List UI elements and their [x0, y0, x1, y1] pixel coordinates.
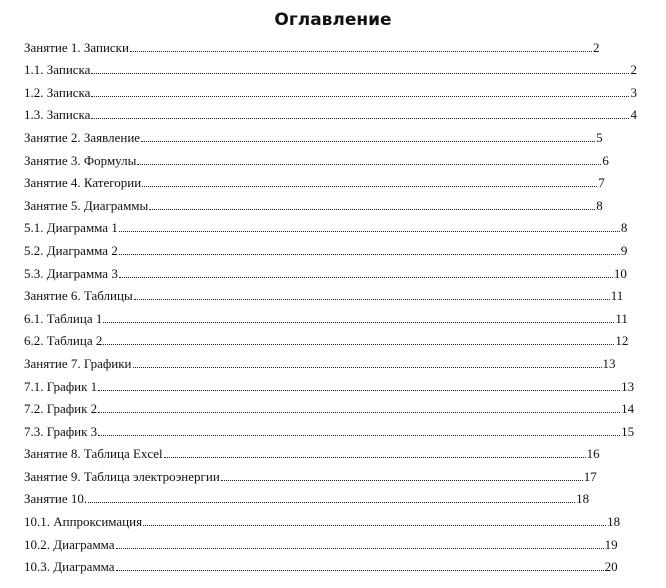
toc-entry-page: 18 [576, 491, 590, 507]
dot-leader [164, 457, 586, 458]
dot-leader [119, 231, 620, 232]
dot-leader [116, 570, 604, 571]
toc-entry-label: 6.2. Таблица 2 [24, 333, 103, 349]
toc-entry[interactable] [24, 214, 654, 237]
toc-entry-label: 1.2. Записка [24, 84, 91, 100]
toc-entry-page: 2 [592, 39, 600, 55]
dot-leader [103, 322, 614, 323]
dot-leader [134, 299, 610, 300]
toc-entry[interactable] [24, 146, 654, 169]
toc-entry-label: Занятие 10. [24, 491, 88, 507]
toc-entry-page: 10 [613, 265, 627, 281]
toc-entry-page: 17 [583, 468, 597, 484]
toc-entry[interactable] [24, 236, 654, 259]
toc-entry[interactable] [24, 395, 654, 418]
toc-entry-label: Занятие 1. Записки [24, 39, 129, 55]
toc-entry-page: 5 [596, 129, 603, 145]
toc-list [24, 33, 654, 575]
toc-entry-label: Занятие 6. Таблицы [24, 288, 133, 304]
toc-entry[interactable] [24, 56, 654, 79]
toc-entry-page: 18 [607, 514, 621, 530]
toc-entry-label: Занятие 2. Заявление [24, 129, 141, 145]
toc-entry[interactable] [24, 282, 654, 305]
toc-entry-label: 10.1. Аппроксимация [24, 514, 143, 530]
toc-entry-page: 12 [615, 333, 629, 349]
dot-leader [116, 548, 604, 549]
dot-leader [141, 141, 595, 142]
toc-entry[interactable] [24, 33, 654, 56]
toc-entry-page: 3 [630, 84, 637, 100]
dot-leader [98, 412, 620, 413]
toc-entry-page: 15 [621, 423, 635, 439]
toc-entry-page: 7 [598, 175, 605, 191]
dot-leader [88, 502, 575, 503]
toc-entry-page: 8 [596, 197, 603, 213]
dot-leader [119, 277, 613, 278]
toc-entry[interactable] [24, 259, 654, 282]
dot-leader [149, 209, 595, 210]
toc-entry-label: 5.3. Диаграмма 3 [24, 265, 118, 281]
toc-entry-label: 1.1. Записка [24, 62, 91, 78]
toc-entry-label: 6.1. Таблица 1 [24, 310, 103, 326]
dot-leader [91, 96, 629, 97]
toc-entry-label: 1.3. Записка [24, 107, 91, 123]
toc-entry-page: 9 [620, 242, 628, 258]
toc-entry[interactable] [24, 553, 654, 576]
toc-entry[interactable] [24, 485, 654, 508]
dot-leader [91, 118, 629, 119]
toc-entry[interactable] [24, 304, 654, 327]
toc-entry[interactable] [24, 101, 654, 124]
toc-entry-label: Занятие 7. Графики [24, 355, 132, 371]
dot-leader [142, 186, 597, 187]
toc-entry-label: Занятие 9. Таблица электроэнергии [24, 468, 220, 484]
toc-title: Оглавление [274, 10, 392, 30]
toc-entry[interactable] [24, 327, 654, 350]
dot-leader [137, 164, 601, 165]
toc-entry[interactable] [24, 462, 654, 485]
toc-entry[interactable] [24, 191, 654, 214]
toc-entry-label: Занятие 4. Категории [24, 175, 142, 191]
dot-leader [130, 51, 592, 52]
toc-entry-page: 4 [630, 107, 637, 123]
toc-entry[interactable] [24, 440, 654, 463]
dot-leader [119, 254, 620, 255]
toc-entry[interactable] [24, 169, 654, 192]
toc-entry-label: 7.3. График 3 [24, 423, 98, 439]
toc-entry-label: Занятие 8. Таблица Excel [24, 446, 163, 462]
toc-entry-label: 5.2. Диаграмма 2 [24, 242, 118, 258]
toc-entry[interactable] [24, 530, 654, 553]
toc-entry-page: 14 [621, 401, 635, 417]
toc-entry-label: Занятие 3. Формулы [24, 152, 137, 168]
toc-entry[interactable] [24, 123, 654, 146]
toc-entry-page: 20 [604, 559, 618, 575]
dot-leader [221, 480, 583, 481]
toc-entry[interactable] [24, 349, 654, 372]
toc-entry[interactable] [24, 417, 654, 440]
toc-entry-page: 6 [602, 152, 609, 168]
dot-leader [91, 73, 629, 74]
toc-entry-label: 10.3. Диаграмма [24, 559, 115, 575]
toc-entry-page: 11 [610, 288, 624, 304]
toc-entry-page: 13 [621, 378, 635, 394]
toc-entry[interactable] [24, 372, 654, 395]
toc-entry-label: 10.2. Диаграмма [24, 536, 115, 552]
toc-entry[interactable] [24, 78, 654, 101]
toc-entry-label: Занятие 5. Диаграммы [24, 197, 149, 213]
toc-entry-page: 8 [620, 220, 628, 236]
toc-entry-page: 11 [615, 310, 628, 326]
toc-entry-page: 2 [630, 62, 637, 78]
toc-entry-page: 13 [602, 355, 616, 371]
toc-entry-label: 7.2. График 2 [24, 401, 98, 417]
toc-entry[interactable] [24, 507, 654, 530]
toc-entry-label: 7.1. График 1 [24, 378, 98, 394]
dot-leader [143, 525, 606, 526]
toc-entry-page: 16 [586, 446, 600, 462]
dot-leader [133, 367, 602, 368]
toc-entry-page: 19 [604, 536, 618, 552]
dot-leader [103, 344, 614, 345]
dot-leader [98, 435, 620, 436]
dot-leader [98, 390, 620, 391]
toc-entry-label: 5.1. Диаграмма 1 [24, 220, 118, 236]
